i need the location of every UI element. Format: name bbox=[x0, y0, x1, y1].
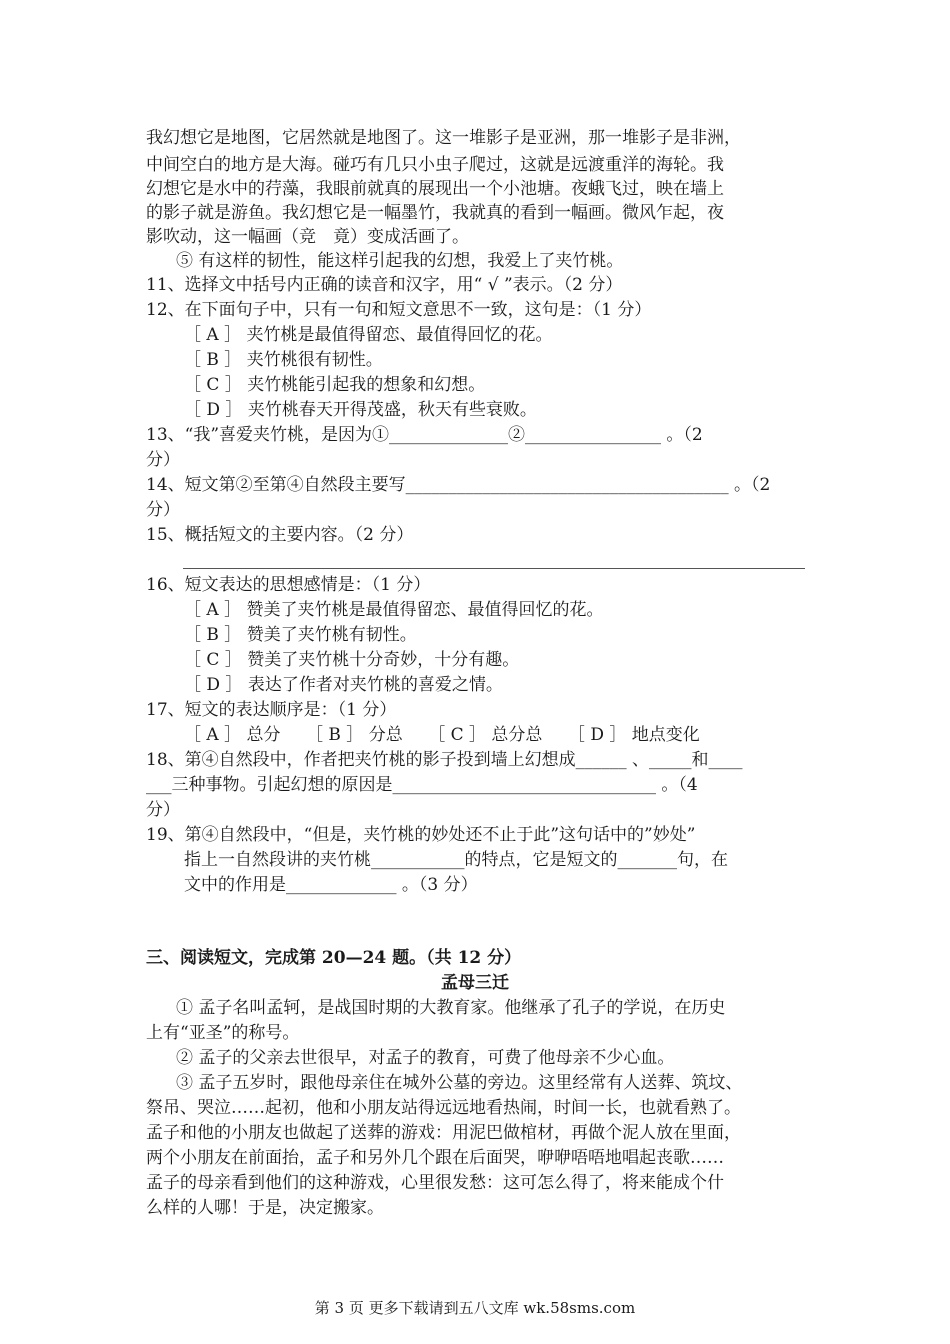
passage-title: 孟母三迁 bbox=[441, 973, 509, 993]
question-18-cont: 分） bbox=[146, 800, 180, 820]
q12-option-a: ［ A ］ 夹竹桃是最值得留恋、最值得回忆的花。 bbox=[184, 325, 553, 345]
question-13-cont: 分） bbox=[146, 450, 180, 470]
question-19-cont: 文中的作用是_____________ 。（3 分） bbox=[184, 875, 478, 895]
passage-line: 幻想它是水中的荇藻，我眼前就真的展现出一个小池塘。夜蛾飞过，映在墙上 bbox=[146, 179, 724, 199]
passage-line: ③ 孟子五岁时，跟他母亲住在城外公墓的旁边。这里经常有人送葬、筑坟、 bbox=[176, 1073, 743, 1093]
q16-option-c: ［ C ］ 赞美了夹竹桃十分奇妙，十分有趣。 bbox=[184, 650, 520, 670]
answer-line bbox=[183, 568, 805, 569]
question-15: 15、概括短文的主要内容。（2 分） bbox=[146, 525, 414, 545]
page-footer: 第 3 页 更多下载请到五八文库 wk.58sms.com bbox=[314, 1299, 636, 1317]
passage-line: 中间空白的地方是大海。碰巧有几只小虫子爬过，这就是远渡重洋的海轮。我 bbox=[146, 155, 724, 175]
question-18-cont: ___三种事物。引起幻想的原因是_______________________________ 。（4 bbox=[146, 775, 698, 795]
paragraph-5: ⑤ 有这样的韧性，能这样引起我的幻想，我爱上了夹竹桃。 bbox=[176, 251, 624, 271]
passage-line: 两个小朋友在前面抬，孟子和另外几个跟在后面哭，咿咿唔唔地唱起丧歌…… bbox=[146, 1148, 724, 1168]
q16-option-a: ［ A ］ 赞美了夹竹桃是最值得留恋、最值得回忆的花。 bbox=[184, 600, 604, 620]
question-13: 13、“我”喜爱夹竹桃，是因为①______________②________________ 。（2 bbox=[146, 425, 703, 445]
question-19: 19、第④自然段中，“但是，夹竹桃的妙处还不止于此”这句话中的”妙处” bbox=[146, 825, 696, 845]
section-heading: 三、阅读短文，完成第 20—24 题。（共 12 分） bbox=[146, 948, 522, 968]
question-11: 11、选择文中括号内正确的读音和汉字，用“ √ ”表示。（2 分） bbox=[146, 275, 623, 295]
q12-option-b: ［ B ］ 夹竹桃很有韧性。 bbox=[184, 350, 383, 370]
q16-option-b: ［ B ］ 赞美了夹竹桃有韧性。 bbox=[184, 625, 417, 645]
passage-line: ② 孟子的父亲去世很早，对孟子的教育，可费了他母亲不少心血。 bbox=[176, 1048, 675, 1068]
question-14-cont: 分） bbox=[146, 500, 180, 520]
passage-line: 影吹动，这一幅画（竞 竟）变成活画了。 bbox=[146, 227, 469, 247]
passage-line: 上有“亚圣”的称号。 bbox=[146, 1023, 300, 1043]
q12-option-c: ［ C ］ 夹竹桃能引起我的想象和幻想。 bbox=[184, 375, 486, 395]
passage-line: 的影子就是游鱼。我幻想它是一幅墨竹，我就真的看到一幅画。微风乍起，夜 bbox=[146, 203, 724, 223]
question-12: 12、在下面句子中，只有一句和短文意思不一致，这句是：（1 分） bbox=[146, 300, 652, 320]
passage-line: 我幻想它是地图，它居然就是地图了。这一堆影子是亚洲，那一堆影子是非洲， bbox=[146, 128, 741, 148]
question-17: 17、短文的表达顺序是：（1 分） bbox=[146, 700, 397, 720]
question-19-cont: 指上一自然段讲的夹竹桃___________的特点，它是短文的_______句，在 bbox=[184, 850, 728, 870]
passage-line: 孟子和他的小朋友也做起了送葬的游戏：用泥巴做棺材，再做个泥人放在里面， bbox=[146, 1123, 741, 1143]
passage-line: 么样的人哪！于是，决定搬家。 bbox=[146, 1198, 384, 1218]
q12-option-d: ［ D ］ 夹竹桃春天开得茂盛，秋天有些衰败。 bbox=[184, 400, 537, 420]
passage-line: 祭吊、哭泣……起初，他和小朋友站得远远地看热闹，时间一长，也就看熟了。 bbox=[146, 1098, 741, 1118]
q17-options: ［ A ］ 总分 ［ B ］ 分总 ［ C ］ 总分总 ［ D ］ 地点变化 bbox=[184, 725, 700, 745]
passage-line: ① 孟子名叫孟轲，是战国时期的大教育家。他继承了孔子的学说，在历史 bbox=[176, 998, 726, 1018]
question-16: 16、短文表达的思想感情是：（1 分） bbox=[146, 575, 431, 595]
passage-line: 孟子的母亲看到他们的这种游戏，心里很发愁：这可怎么得了，将来能成个什 bbox=[146, 1173, 724, 1193]
question-14: 14、短文第②至第④自然段主要写______________________________________ 。（2 bbox=[146, 475, 771, 495]
q16-option-d: ［ D ］ 表达了作者对夹竹桃的喜爱之情。 bbox=[184, 675, 503, 695]
question-18: 18、第④自然段中，作者把夹竹桃的影子投到墙上幻想成______ 、_____和____ bbox=[146, 750, 743, 770]
